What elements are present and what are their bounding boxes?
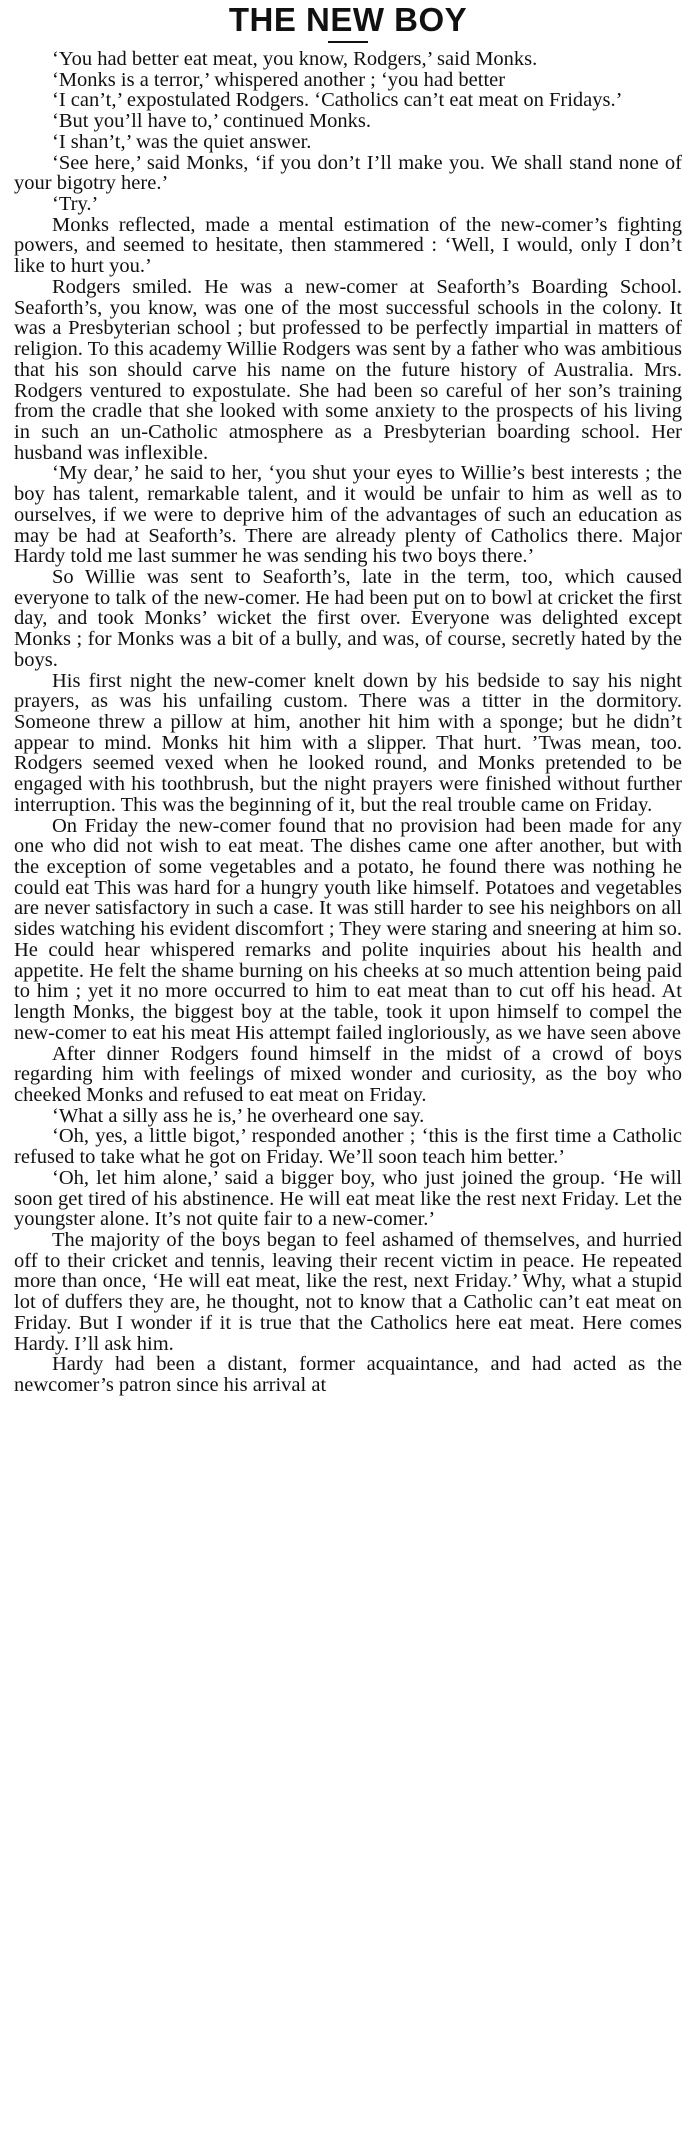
paragraph: On Friday the new-comer found that no provision had been made for any one who did not wish to eat meat. The dishes came one after another, but with the exception of some vegetables and a potato, he found there was nothing he could eat This was hard for a hungry youth like himself. Potatoes and vegetables are never satisfactory in such a case. It was still harder to see his neighbors on all sides watching his evident discomfort ; They were staring and sneering at him so. He could hear whispered remarks and polite inquiries about his health and appetite. He felt the shame burning on his cheeks at so much attention being paid to him ; yet it no more occurred to him to eat meat than to cut off his head. At length Monks, the biggest boy at the table, took it upon himself to compel the new-comer to eat his meat His attempt failed ingloriously, as we have seen above [14,814,683,1044]
paragraph: Monks reflected, made a mental estimation of the new-comer’s fighting powers, and seemed to hesitate, then stammered : ‘Well, I would, only I don’t like to hurt you.’ [14,213,682,278]
paragraph: After dinner Rodgers found himself in the midst of a crowd of boys regarding him with feelings of mixed wonder and curiosity, as the boy who cheeked Monks and refused to eat meat on Friday. [14,1042,682,1106]
paragraph: So Willie was sent to Seaforth’s, late in the term, too, which caused everyone to talk of the new-comer. He had been put on to bowl at cricket the first day, and took Monks’ wicket the first over. Everyone was delighted except Monks ; for Monks was a bit of a bully, and was, of course, secretly hated by the boys. [14,565,682,671]
title-rule [328,41,368,43]
article-body [14,49,682,1396]
article-title: THE NEW BOY [228,1,468,38]
paragraph: ‘Oh, yes, a little bigot,’ responded another ; ‘this is the first time a Catholic refused to take what he got on Friday. We’ll soon teach him better.’ [14,1125,682,1169]
paragraph: ‘Try.’ [52,193,99,216]
paragraph: ‘Monks is a terror,’ whispered another ; ‘you had better [52,68,506,91]
paragraph: ‘But you’ll have to,’ continued Monks. [52,110,372,133]
paragraph: ‘Oh, let him alone,’ said a bigger boy, who just joined the group. ‘He will soon get tired of his abstinence. He will eat meat like the rest next Friday. Let the youngster alone. It’s not quite fair to a new-comer.’ [14,1166,682,1231]
paragraph: ‘My dear,’ he said to her, ‘you shut your eyes to Willie’s best interests ; the boy has talent, remarkable talent, and it would be unfair to him as well as to ourselves, if we were to deprive him of the advantages of such an education as may be had at Seaforth’s. There are already plenty of Catholics there. Major Hardy told me last summer he was sending his two boys there.’ [14,462,682,568]
paragraph: ‘I can’t,’ expostulated Rodgers. ‘Catholics can’t eat meat on Fridays.’ [52,89,623,112]
paragraph: His first night the new-comer knelt down by his bedside to say his night prayers, as was his unfailing custom. There was a titter in the dormitory. Someone threw a pillow at him, another hit him with a sponge; but he didn’t appear to mind. Monks hit him with a slipper. That hurt. ’Twas mean, too. Rodgers seemed vexed when he looked round, and Monks pretended to be engaged with his toothbrush, but the night prayers were finished without further interruption. This was the beginning of it, but the real trouble came on Friday. [14,669,682,816]
paragraph: Rodgers smiled. He was a new-comer at Seaforth’s Boarding School. Seaforth’s, you know, was one of the most successful schools in the colony. It was a Presbyterian school ; but professed to be perfectly impartial in matters of religion. To this academy Willie Rodgers was sent by a father who was ambitious that his son should carve his name on the future history of Australia. Mrs. Rodgers ventured to expostulate. She had been so careful of her son’s training from the cradle that she looked with some anxiety to the prospects of his living in such an un-Catholic atmosphere as a Presbyterian boarding school. Her husband was inflexible. [14,275,682,464]
paragraph: ‘I shan’t,’ was the quiet answer. [52,130,312,153]
paragraph: ‘What a silly ass he is,’ he overheard one say. [52,1104,425,1127]
paragraph: The majority of the boys began to feel ashamed of themselves, and hurried off to their cricket and tennis, leaving their recent victim in peace. He repeated more than once, ‘He will eat meat, like the rest, next Friday.’ Why, what a stupid lot of duffers they are, he thought, not to know that a Catholic can’t eat meat on Friday. But I wonder if it is true that the Catholics here eat meat. Here comes Hardy. I’ll ask him. [14,1228,682,1355]
paragraph: ‘You had better eat meat, you know, Rodgers,’ said Monks. [52,48,538,70]
paragraph: Hardy had been a distant, former acquaintance, and had acted as the newcomer’s patron since his arrival at [14,1353,682,1396]
paragraph: ‘See here,’ said Monks, ‘if you don’t I’ll make you. We shall stand none of your bigotry here.’ [14,151,682,195]
